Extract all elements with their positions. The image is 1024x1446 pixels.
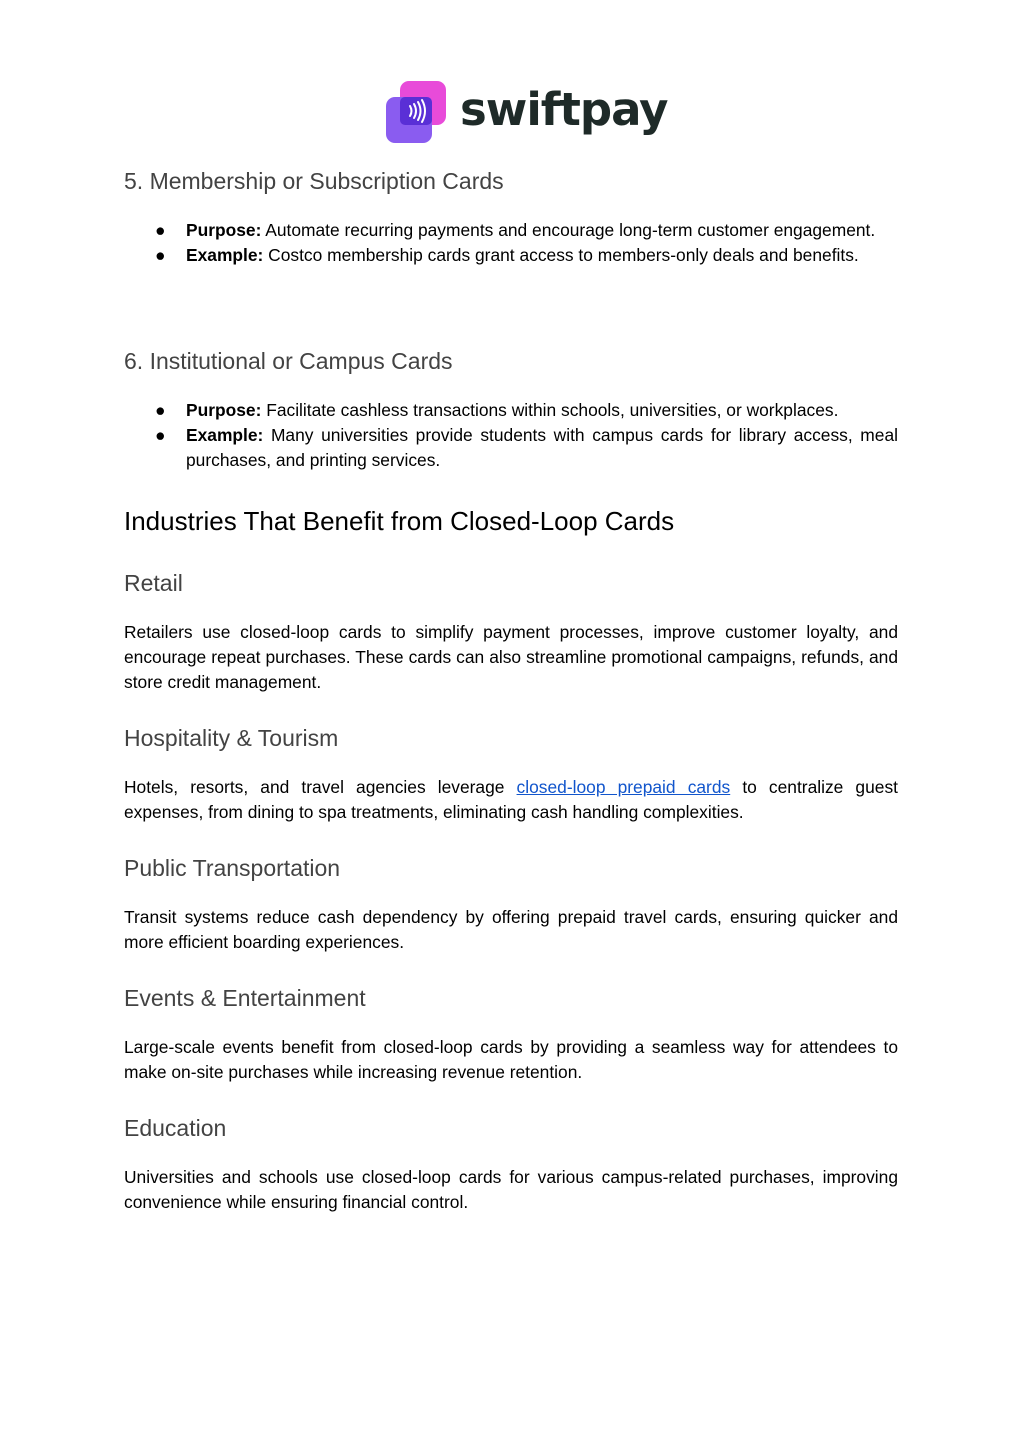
closed-loop-prepaid-cards-link[interactable]: closed-loop prepaid cards — [516, 777, 731, 797]
list-item — [124, 423, 898, 473]
bullet-text: Automate recurring payments and encourage long-term customer engagement. — [261, 220, 876, 240]
hospitality-body-end: to centralize guest expenses, from dining to spa treatments, eliminating cash handling complexities. — [124, 777, 898, 822]
bullet-icon: ● — [155, 400, 166, 420]
swiftpay-logo — [386, 80, 667, 144]
education-body: Universities and schools use closed-loop cards for various campus-related purchases, improving convenience while ensuring financial control. — [124, 1167, 898, 1212]
bullet-label: Purpose: — [186, 220, 262, 240]
section-heading-membership: 5. Membership or Subscription Cards — [124, 168, 504, 194]
bullet-icon: ● — [155, 245, 166, 265]
transport-heading: Public Transportation — [124, 855, 341, 881]
events-body: Large-scale events benefit from closed-loop cards by providing a seamless way for attendees to make on-site purchases while increasing revenue retention. — [124, 1037, 898, 1082]
contactless-icon — [400, 97, 432, 125]
bullet-text: Costco membership cards grant access to members-only deals and benefits. — [263, 245, 859, 265]
bullet-label: Example: — [186, 245, 264, 265]
hospitality-body-start: Hotels, resorts, and travel agencies leverage — [124, 777, 517, 797]
bullet-label: Purpose: — [186, 400, 262, 420]
bullet-label: Example: — [186, 425, 264, 445]
retail-body: Retailers use closed-loop cards to simplify payment processes, improve customer loyalty, and encourage repeat purchases. These cards can also streamline promotional campaigns, refunds, and store credit management. — [124, 622, 898, 692]
bullet-text: Facilitate cashless transactions within schools, universities, or workplaces. — [261, 400, 839, 420]
list-item — [124, 218, 898, 243]
education-heading: Education — [124, 1115, 227, 1141]
swiftpay-logo-mark — [386, 81, 448, 143]
bullet-list-membership — [124, 218, 898, 268]
hospitality-heading: Hospitality & Tourism — [124, 725, 339, 751]
events-heading: Events & Entertainment — [124, 985, 366, 1011]
bullet-icon: ● — [155, 425, 166, 445]
bullet-text: Many universities provide students with campus cards for library access, meal purchases, and printing services. — [186, 425, 898, 470]
bullet-list-institutional — [124, 398, 898, 473]
hospitality-body — [124, 775, 898, 825]
section-heading-institutional: 6. Institutional or Campus Cards — [124, 348, 453, 374]
retail-heading: Retail — [124, 570, 183, 596]
industries-title: Industries That Benefit from Closed-Loop Cards — [124, 506, 675, 536]
list-item — [124, 398, 898, 423]
list-item — [124, 243, 898, 268]
bullet-icon: ● — [155, 220, 166, 240]
brand-name: swiftpay — [460, 82, 668, 136]
transport-body: Transit systems reduce cash dependency by offering prepaid travel cards, ensuring quicker and more efficient boarding experiences. — [124, 907, 898, 952]
